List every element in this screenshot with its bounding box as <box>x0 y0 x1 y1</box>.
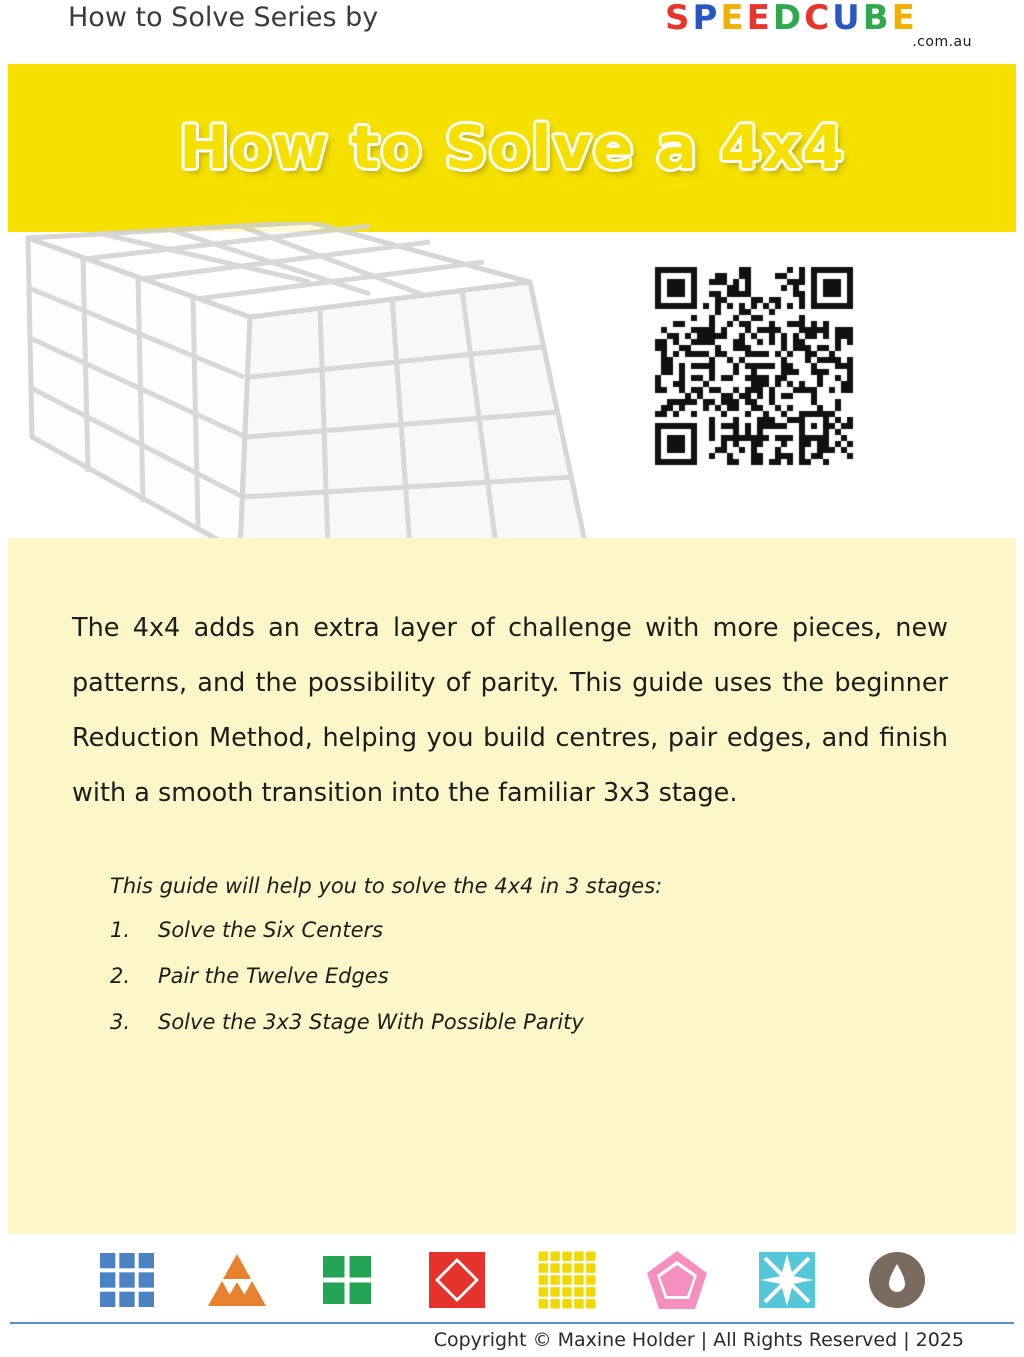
puzzle-icon-strip <box>8 1234 1016 1326</box>
puzzle-icon-2x2-green <box>292 1242 402 1318</box>
logo-letter-7: B <box>862 0 890 38</box>
page-title: How to Solve a 4x4 <box>179 113 845 183</box>
logo-letter-6: U <box>832 0 861 38</box>
puzzle-icon-megaminx-pink <box>622 1242 732 1318</box>
puzzle-icon-5x5-yellow <box>512 1242 622 1318</box>
stage-list-item <box>110 1010 810 1034</box>
stage-number: 1. <box>110 918 131 942</box>
stage-number: 2. <box>110 964 131 988</box>
stage-list-item <box>110 964 810 988</box>
intro-paragraph: The 4x4 adds an extra layer of challenge with more pieces, new patterns, and the possibility of parity. This guide uses the beginner Reduction Method, helping you build centres, pair edges, and finish with a smooth transition into the familiar 3x3 stage. <box>72 613 948 808</box>
logo-letter-5: C <box>804 0 831 38</box>
stage-label: Solve the 3x3 Stage With Possible Parity <box>158 1010 584 1034</box>
footer-copyright: Copyright © Maxine Holder | All Rights Reserved | 2025 <box>433 1329 964 1351</box>
footer-divider <box>10 1322 1014 1324</box>
logo-letter-0: S <box>665 0 691 38</box>
logo-domain: .com.au <box>912 34 972 50</box>
logo-letter-4: D <box>772 0 803 38</box>
title-banner <box>8 64 1016 232</box>
qr-code[interactable] <box>651 258 857 474</box>
intro-panel <box>8 538 1016 1234</box>
puzzle-icon-skewb-red <box>402 1242 512 1318</box>
logo-letter-3: E <box>746 0 771 38</box>
stage-number: 3. <box>110 1010 131 1034</box>
stage-label: Pair the Twelve Edges <box>158 964 389 988</box>
puzzle-icon-3x3-blue <box>72 1242 182 1318</box>
puzzle-icon-windmill-cyan <box>732 1242 842 1318</box>
puzzle-icon-clock-brown <box>842 1242 952 1318</box>
guide-lead-text: This guide will help you to solve the 4x4 in 3 stages: <box>110 874 663 898</box>
speedcube-logo[interactable] <box>664 0 974 52</box>
stage-label: Solve the Six Centers <box>158 918 384 942</box>
logo-wordmark <box>664 0 917 36</box>
stage-list <box>110 918 810 1056</box>
stage-list-item <box>110 918 810 942</box>
puzzle-icon-pyraminx-orange <box>182 1242 292 1318</box>
logo-letter-1: P <box>692 0 719 38</box>
logo-letter-8: E <box>891 0 916 38</box>
page-header <box>0 0 1024 57</box>
logo-letter-2: E <box>720 0 745 38</box>
series-title: How to Solve Series by <box>68 2 379 33</box>
